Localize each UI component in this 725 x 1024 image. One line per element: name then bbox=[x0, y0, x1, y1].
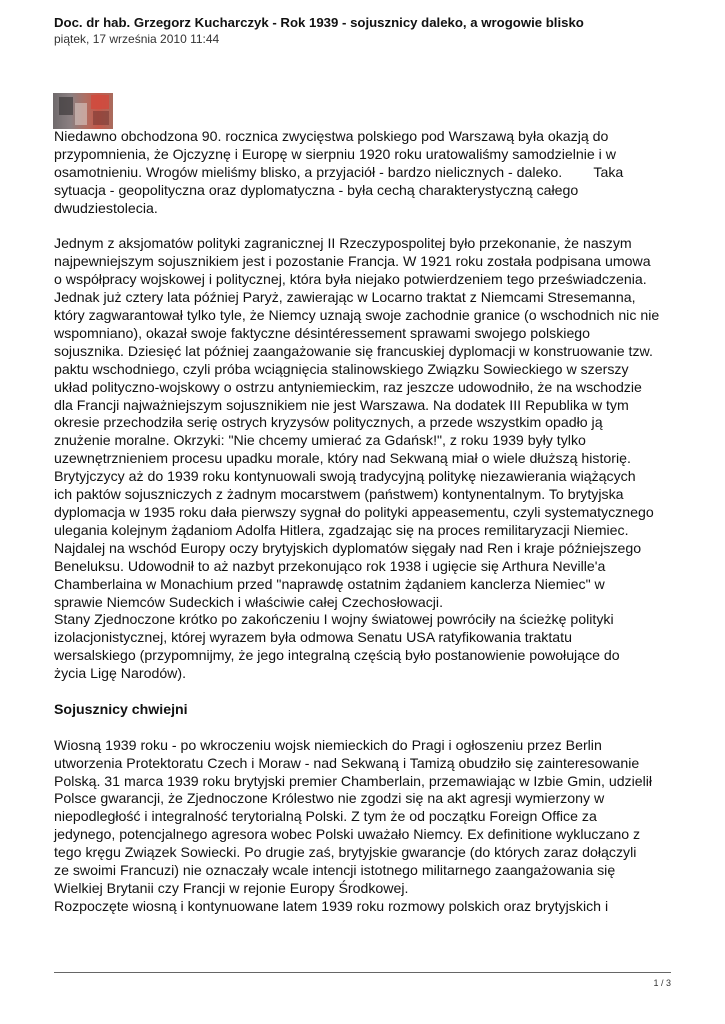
article-photo-icon bbox=[53, 93, 113, 129]
text-line: Jednym z aksjomatów polityki zagranicznej II Rzeczypospolitej było przekonanie, że naszym bbox=[54, 235, 632, 252]
text-line: układ polityczno-wojskowy o ostrzu antyniemieckim, raz jeszcze udowodniło, że na wschodzie bbox=[54, 378, 642, 395]
text-line: dla Francji najważniejszym sojusznikiem nie jest Warszawa. Na dodatek III Republika w tym bbox=[54, 396, 629, 413]
text-line: Niedawno obchodzona 90. rocznica zwycięstwa polskiego pod Warszawą była okazją do bbox=[54, 128, 609, 144]
paragraph-gap bbox=[54, 683, 694, 701]
text-line: Wiosną 1939 roku - po wkroczeniu wojsk niemieckich do Pragi i ogłoszeniu przez Berlin bbox=[54, 736, 602, 753]
text-line: Polską. 31 marca 1939 roku brytyjski premier Chamberlain, przemawiając w Izbie Gmin, udzielił bbox=[54, 772, 653, 789]
text-line: ulegania kolejnym żądaniom Adolfa Hitlera, zgadzając się na proces remilitaryzacji Niemiec. bbox=[54, 521, 629, 538]
photo-detail bbox=[93, 111, 109, 125]
text-line: sprawie Niemców Sudeckich i właściwie całej Czechosłowacji. bbox=[54, 593, 444, 610]
text-line: Chamberlaina w Monachium przed "naprawdę ostatnim żądaniem kanclerza Niemiec" w bbox=[54, 575, 605, 592]
text-line: sytuacja - geopolityczna oraz dyplomatyczna - była cechą charakterystyczną całego bbox=[54, 181, 579, 198]
text-line: ich paktów sojuszniczych z żadnym mocarstwem (państwem) kontynentalnym. To brytyjska bbox=[54, 486, 624, 503]
paragraph-usa bbox=[54, 611, 694, 683]
document-header bbox=[54, 14, 694, 48]
photo-detail bbox=[59, 97, 73, 115]
text-line: utworzenia Protektoratu Czech i Moraw - nad Sekwaną i Tamizą obudziło się zainteresowanie bbox=[54, 754, 640, 771]
paragraph-gap bbox=[54, 218, 694, 236]
text-line: uzewnętrznieniem procesu upadku morale, który nad Sekwaną miał o wiele dłuższą historię. bbox=[54, 450, 631, 467]
text-line: ze swoimi Francuzi) nie oznaczały wcale intencji istotnego militarnego zaangażowania się bbox=[54, 862, 616, 879]
document-title: Doc. dr hab. Grzegorz Kucharczyk - Rok 1939 - sojusznicy daleko, a wrogowie blisko bbox=[54, 15, 584, 30]
photo-detail bbox=[91, 95, 109, 109]
text-line: Najdalej na wschód Europy oczy brytyjskich dyplomatów sięgały nad Ren i kraje późniejszego bbox=[54, 539, 642, 556]
photo-detail bbox=[75, 103, 87, 125]
text-line: znużenie moralne. Okrzyki: "Nie chcemy umierać za Gdańsk!", z roku 1939 były tylko bbox=[54, 432, 586, 449]
text-line: najpewniejszym sojusznikiem jest i pozostanie Francja. W 1921 roku została podpisana umowa bbox=[54, 253, 651, 270]
paragraph-france-britain bbox=[54, 235, 694, 611]
text-line: izolacjonistycznej, której wyrazem była odmowa Senatu USA ratyfikowania traktatu bbox=[54, 629, 572, 646]
paragraph-intro bbox=[54, 128, 694, 218]
footer-divider bbox=[54, 972, 671, 973]
text-line: osamotnieniu. Wrogów mieliśmy blisko, a przyjaciół - bardzo nielicznych - daleko. Taka bbox=[54, 163, 624, 180]
text-line: o współpracy wojskowej i politycznej, która była niejako potwierdzeniem tego przeświadczenia. bbox=[54, 271, 647, 288]
paragraph-talks bbox=[54, 898, 694, 916]
text-line: życia Ligę Narodów). bbox=[54, 665, 187, 682]
text-line: Rozpoczęte wiosną i kontynuowane latem 1939 roku rozmowy polskich oraz brytyjskich i bbox=[54, 897, 609, 914]
text-line: okresie przechodziła serię ostrych kryzysów politycznych, a przede wszystkim opadło ją bbox=[54, 414, 603, 431]
page-number: 1 / 3 bbox=[653, 978, 671, 988]
text-line: tego kręgu Związek Sowiecki. Po drugie zaś, brytyjskie gwarancje (do których zaraz dołączyli bbox=[54, 844, 637, 861]
paragraph-guarantees bbox=[54, 737, 694, 898]
text-line: który zagwarantował tylko tyle, że Niemcy uznają swoje zachodnie granice (o wschodnich nic nie bbox=[54, 307, 660, 324]
text-line: Stany Zjednoczone krótko po zakończeniu I wojny światowej powróciły na ścieżkę polityki bbox=[54, 611, 614, 628]
text-line: przypomnienia, że Ojczyznę i Europę w sierpniu 1920 roku uratowaliśmy samodzielnie i w bbox=[54, 145, 616, 162]
text-line: sojusznika. Dziesięć lat później zaangażowanie się francuskiej dyplomacji w konstruowanie tzw. bbox=[54, 342, 653, 359]
text-line: jedynego, potencjalnego agresora wobec Polski uważało Niemcy. Ex definitione wykluczano z bbox=[54, 826, 641, 843]
text-line: Brytyjczycy aż do 1939 roku kontynuowali swoją tradycyjną politykę niezawierania wiążących bbox=[54, 468, 636, 485]
text-line: wspomniano), okazał swoje faktyczne désintéressement sprawami swojego polskiego bbox=[54, 324, 591, 341]
paragraph-gap bbox=[54, 719, 694, 737]
text-line: niepodległość i integralność terytorialną Polski. Z tym że od początku Foreign Office za bbox=[54, 808, 597, 825]
text-line: Wielkiej Brytanii czy Francji w rejonie Europy Środkowej. bbox=[54, 880, 409, 897]
text-line: Jednak już cztery lata później Paryż, zawierając w Locarno traktat z Niemcami Stresemanna, bbox=[54, 289, 636, 306]
text-line: paktu wschodniego, czyli próba wciągnięcia stalinowskiego Związku Sowieckiego w szerszy bbox=[54, 360, 629, 377]
text-line: Polsce gwarancji, że Zjednoczone Królestwo nie zgodzi się na akt agresji wymierzony w bbox=[54, 790, 605, 807]
text-line: dwudziestolecia. bbox=[54, 199, 158, 216]
article-body bbox=[54, 128, 694, 916]
document-date: piątek, 17 września 2010 11:44 bbox=[54, 32, 220, 46]
section-heading: Sojusznicy chwiejni bbox=[54, 700, 188, 717]
text-line: dyplomacja w 1935 roku dała pierwszy sygnał do polityki appeasementu, czyli systematycznego bbox=[54, 504, 654, 521]
text-line: wersalskiego (przypomnijmy, że jego integralną częścią było postanowienie powołujące do bbox=[54, 647, 620, 664]
text-line: Beneluksu. Udowodnił to aż nazbyt przekonująco rok 1938 i ugięcie się Arthura Neville'a bbox=[54, 557, 606, 574]
